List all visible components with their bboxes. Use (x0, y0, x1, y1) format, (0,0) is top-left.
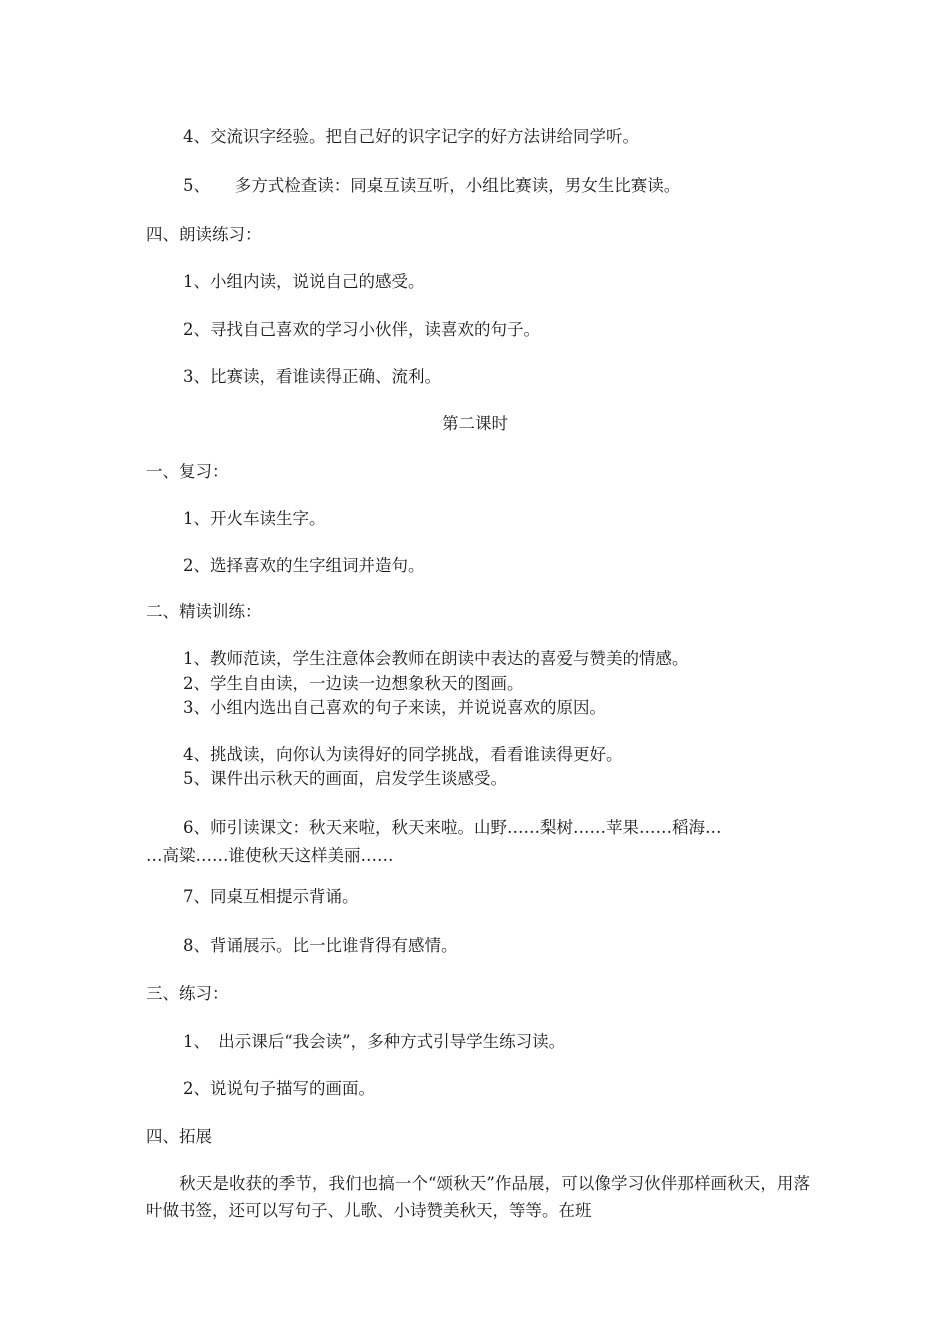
close-reading-item-8: 8、背诵展示。比一比谁背得有感情。 (183, 936, 458, 955)
reading-item-2: 2、寻找自己喜欢的学习小伙伴，读喜欢的句子。 (183, 320, 540, 339)
section-3-practice: 三、练习： (146, 984, 229, 1003)
step-5-check-reading: 5、 多方式检查读：同桌互读互听，小组比赛读，男女生比赛读。 (183, 176, 681, 195)
step-4-exchange: 4、交流识字经验。把自己好的识字记字的好方法讲给同学听。 (183, 127, 639, 146)
close-reading-item-1: 1、教师范读，学生注意体会教师在朗读中表达的喜爱与赞美的情感。 (183, 649, 689, 668)
close-reading-item-2: 2、学生自由读，一边读一边想象秋天的图画。 (183, 674, 524, 693)
section-4-reading-practice: 四、朗读练习： (146, 225, 262, 244)
section-4-extension: 四、拓展 (146, 1127, 212, 1146)
close-reading-item-7: 7、同桌互相提示背诵。 (183, 887, 359, 906)
reading-item-3: 3、比赛读，看谁读得正确、流利。 (183, 367, 441, 386)
practice-item-2: 2、说说句子描写的画面。 (183, 1079, 375, 1098)
close-reading-item-6: 6、师引读课文：秋天来啦，秋天来啦。山野……梨树……苹果……稻海… (183, 818, 722, 837)
extension-paragraph: 秋天是收获的季节，我们也搞一个“颂秋天”作品展，可以像学习伙伴那样画秋天，用落叶做书签，还可以写句子、儿歌、小诗赞美秋天，等等。在班 (146, 1174, 810, 1220)
close-reading-item-5: 5、课件出示秋天的画面，启发学生谈感受。 (183, 769, 507, 788)
close-reading-item-6-cont: …高粱……谁使秋天这样美丽…… (146, 846, 394, 865)
lesson-2-title: 第二课时 (442, 414, 508, 433)
reading-item-1: 1、小组内读，说说自己的感受。 (183, 272, 425, 291)
section-2-close-reading: 二、精读训练： (146, 602, 262, 621)
section-1-review: 一、复习： (146, 462, 229, 481)
close-reading-item-4: 4、挑战读，向你认为读得好的同学挑战，看看谁读得更好。 (183, 745, 623, 764)
review-item-1: 1、开火车读生字。 (183, 509, 326, 528)
practice-item-1: 1、 出示课后“我会读”，多种方式引导学生练习读。 (183, 1032, 566, 1051)
review-item-2: 2、选择喜欢的生字组词并造句。 (183, 556, 425, 575)
close-reading-item-3: 3、小组内选出自己喜欢的句子来读，并说说喜欢的原因。 (183, 698, 606, 717)
